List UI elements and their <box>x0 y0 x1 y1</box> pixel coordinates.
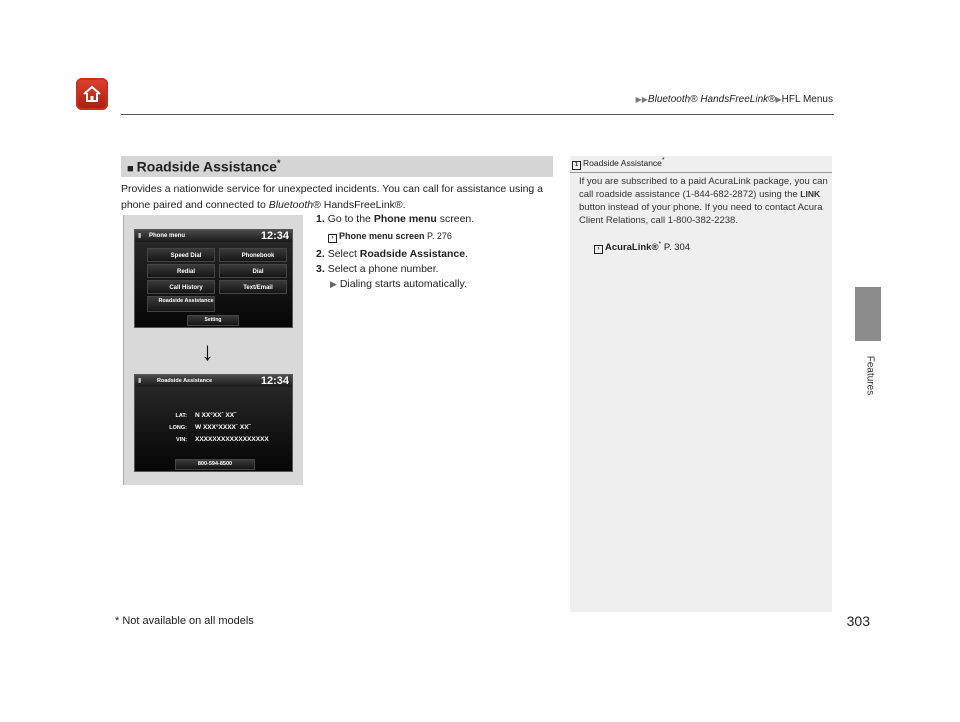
note-text-part: button instead of your phone. If you need to contact Acura Client Relations, call 1-800-382-2238. <box>579 202 823 226</box>
setting-button[interactable]: Setting <box>187 315 239 326</box>
long-value: W XXX°XXXX´ XX˝ <box>195 424 251 431</box>
vin-label: VIN: <box>176 437 187 443</box>
intro-text: Provides a nationwide service for unexpected incidents. You can call for assistance using a phone paired and connected to <box>121 183 543 211</box>
breadcrumb-arrow-icon: ▶▶ <box>635 95 648 104</box>
reference-arrow-icon: › <box>328 234 337 243</box>
roadside-phone-number-button[interactable]: 800-594-8500 <box>175 459 255 470</box>
vin-value: XXXXXXXXXXXXXXXXX <box>195 436 269 443</box>
call-history-button[interactable]: Call History <box>147 280 215 294</box>
chapter-label: Features <box>864 355 876 396</box>
lat-label: LAT: <box>175 413 187 419</box>
reference-title: AcuraLink® <box>605 242 659 254</box>
phone-signal-icon: ▮ <box>138 233 142 239</box>
screen-clock: 12:34 <box>260 375 289 387</box>
note-icon: 1 <box>572 161 581 170</box>
text-email-button[interactable]: Text/Email <box>219 280 287 294</box>
lat-value: N XX°XX´ XX˝ <box>195 412 237 419</box>
square-bullet-icon: ■ <box>127 162 134 175</box>
step-bold: Roadside Assistance <box>359 248 466 260</box>
side-note-text <box>579 175 829 227</box>
side-note-title: Roadside Assistance <box>583 157 662 168</box>
breadcrumb-item[interactable]: HFL Menus <box>781 94 833 105</box>
not-all-models-mark: * <box>658 241 662 248</box>
intro-paragraph <box>121 181 553 213</box>
step-3 <box>316 262 556 277</box>
section-title <box>127 158 281 175</box>
step-text: Go to the <box>327 213 374 225</box>
step-text: . <box>465 248 468 260</box>
down-arrow-icon: ↓ <box>201 336 214 366</box>
breadcrumb-item[interactable]: Bluetooth® HandsFreeLink® <box>647 94 776 105</box>
chapter-tab[interactable] <box>855 287 881 341</box>
redial-button[interactable]: Redial <box>147 264 215 278</box>
intro-brand: Bluetooth <box>268 199 314 211</box>
step-number: 2. <box>316 248 325 260</box>
step-1-reference[interactable] <box>316 229 556 244</box>
step-text: Select <box>327 248 360 260</box>
footnote: * Not available on all models <box>115 615 254 627</box>
step-1 <box>316 212 556 227</box>
step-text: screen. <box>436 213 475 225</box>
roadside-assistance-screen <box>134 374 293 472</box>
side-note-heading <box>572 157 665 170</box>
step-number: 3. <box>316 263 325 275</box>
home-icon[interactable] <box>76 78 108 110</box>
step-bold: Phone menu <box>373 213 437 225</box>
phone-signal-icon: ▮ <box>138 378 142 384</box>
steps-list <box>316 212 556 292</box>
reference-page: P. 304 <box>661 242 691 254</box>
phonebook-button[interactable]: Phonebook <box>219 248 287 262</box>
intro-text-end: ® HandsFreeLink®. <box>313 199 406 211</box>
side-note-reference[interactable] <box>594 241 690 254</box>
section-title-text: Roadside Assistance <box>136 158 277 175</box>
dial-button[interactable]: Dial <box>219 264 287 278</box>
step-text: Select a phone number. <box>327 263 439 275</box>
reference-arrow-icon: › <box>594 245 603 254</box>
screen-title: Roadside Assistance <box>157 378 213 384</box>
reference-title: Phone menu screen <box>339 231 425 241</box>
long-label: LONG: <box>169 425 187 431</box>
page-number: 303 <box>846 613 870 629</box>
side-note-rule <box>570 172 832 173</box>
step-result-text: Dialing starts automatically. <box>339 278 467 290</box>
breadcrumb-arrow-icon: ▶ <box>775 95 782 104</box>
house-icon <box>82 84 102 104</box>
speed-dial-button[interactable]: Speed Dial <box>147 248 215 262</box>
step-number: 1. <box>316 213 325 225</box>
phone-menu-screen <box>134 229 293 328</box>
header-rule <box>121 114 834 115</box>
note-text-part: If you are subscribed to a paid AcuraLink package, you can call roadside assistance (1-844-682-2872) using the <box>579 176 828 200</box>
step-2 <box>316 247 556 262</box>
screen-title: Phone menu <box>149 233 186 239</box>
reference-page: P. 276 <box>424 231 452 241</box>
roadside-assistance-button[interactable]: Roadside Assistance <box>147 296 215 312</box>
breadcrumb <box>400 94 833 105</box>
not-all-models-mark: * <box>276 158 281 168</box>
not-all-models-mark: * <box>661 157 665 164</box>
step-3-result <box>316 277 556 292</box>
result-arrow-icon: ▶ <box>330 279 337 289</box>
screen-clock: 12:34 <box>260 230 289 242</box>
link-button-label: LINK <box>800 189 821 199</box>
